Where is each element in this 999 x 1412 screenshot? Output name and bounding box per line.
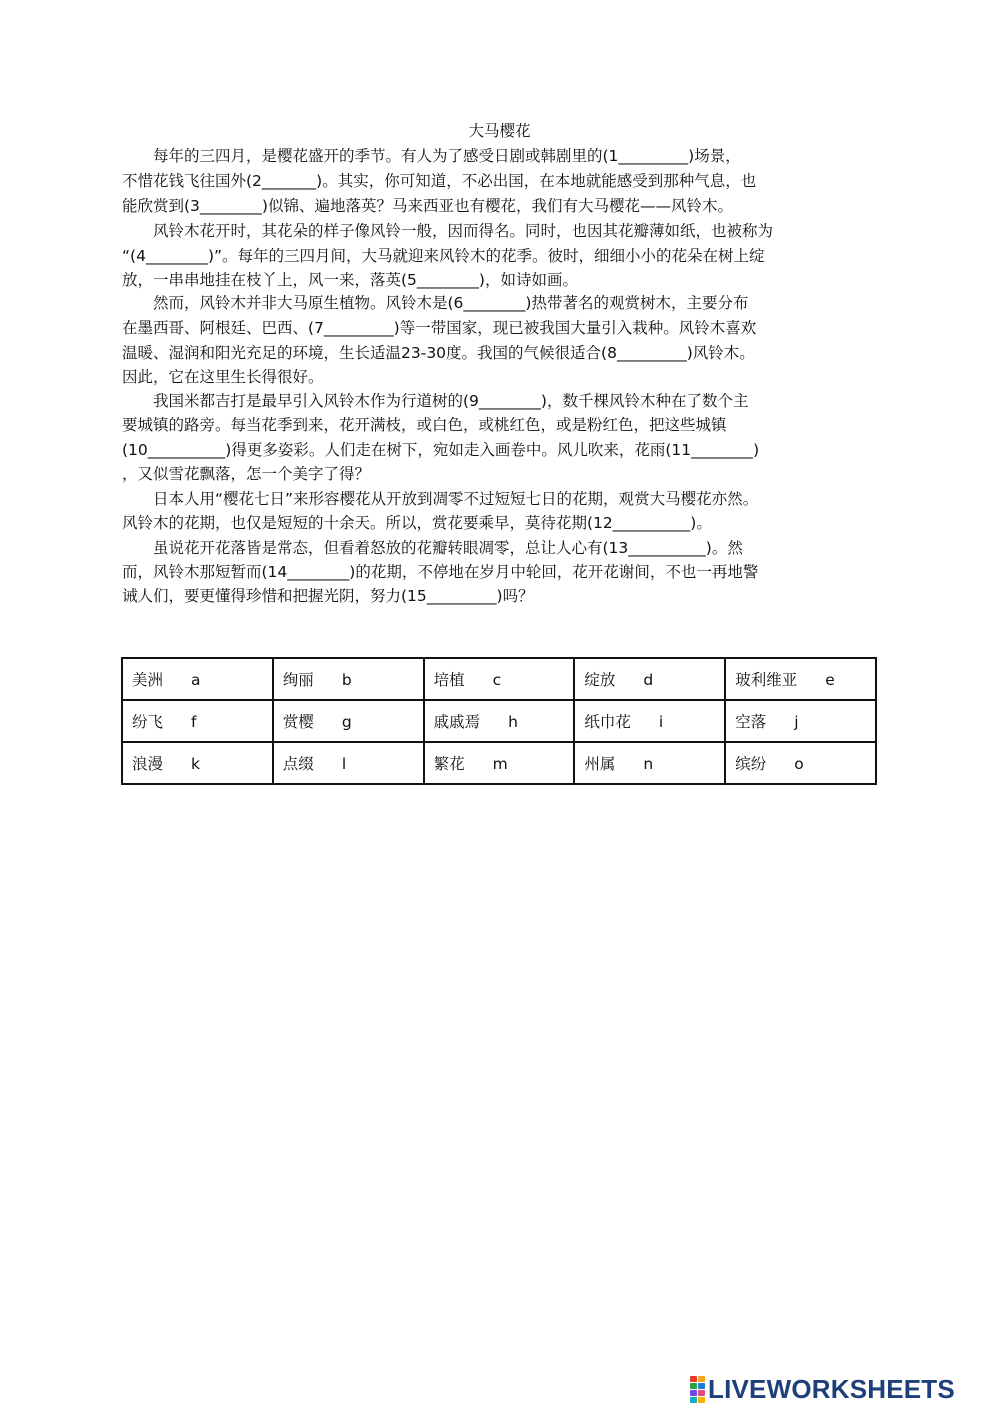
passage-line: 风铃木的花期，也仅是短短的十余天。所以，赏花要乘早，莫待花期(12__________)。 xyxy=(122,514,712,532)
passage-line: 在墨西哥、阿根廷、巴西、(7_________)等一带国家，现已被我国大量引入栽种。风铃木喜欢 xyxy=(122,319,757,337)
word-bank-cell xyxy=(725,742,876,784)
word-bank-cell xyxy=(273,658,424,700)
word-letter: i xyxy=(658,713,664,731)
passage-line: 风铃木花开时，其花朵的样子像风铃一般，因而得名。同时，也因其花瓣薄如纸，也被称为 xyxy=(122,222,774,240)
passage-line: 而，风铃木那短暂而(14________)的花期，不停地在岁月中轮回，花开花谢间，不也一再地警 xyxy=(122,563,759,581)
passage-line: 放，一串串地挂在枝丫上，风一来，落英(5________)，如诗如画。 xyxy=(122,271,578,289)
mark-block xyxy=(690,1376,697,1382)
passage-line: 我国米都吉打是最早引入风铃木作为行道树的(9________)，数千棵风铃木种在了数个主 xyxy=(122,392,749,410)
word-letter: e xyxy=(825,671,835,689)
word-letter: c xyxy=(492,671,502,689)
mark-block xyxy=(690,1397,697,1403)
word-bank-cell xyxy=(574,742,725,784)
word-bank-cell xyxy=(424,742,575,784)
passage-line: 然而，风铃木并非大马原生植物。风铃木是(6________)热带著名的观赏树木，主要分布 xyxy=(122,294,749,312)
word-bank-cell xyxy=(725,700,876,742)
word: 纸巾花 xyxy=(584,713,631,731)
passage-line: ，又似雪花飘落，怎一个美字了得？ xyxy=(122,465,371,483)
word-bank-cell xyxy=(122,700,273,742)
document-title: 大马樱花 xyxy=(468,122,531,140)
word-bank-row xyxy=(122,742,876,784)
word: 空落 xyxy=(735,713,767,731)
word: 玻利维亚 xyxy=(735,671,798,689)
word-bank-cell xyxy=(424,700,575,742)
word-bank-cell xyxy=(273,700,424,742)
mark-block xyxy=(698,1383,705,1389)
passage-line: 温暖、湿润和阳光充足的环境，生长适温23-30度。我国的气候很适合(8_________)风铃木。 xyxy=(122,344,755,362)
word-letter: h xyxy=(508,713,518,731)
word: 绽放 xyxy=(584,671,616,689)
passage-line: 因此，它在这里生长得很好。 xyxy=(122,368,324,386)
passage-line: 不惜花钱飞往国外(2_______)。其实，你可知道，不必出国，在本地就能感受到那种气息，也 xyxy=(122,172,757,190)
word-letter: j xyxy=(794,713,799,731)
mark-block xyxy=(698,1376,705,1382)
passage-line: 能欣赏到(3________)似锦、遍地落英？马来西亚也有樱花，我们有大马樱花——风铃木。 xyxy=(122,197,733,215)
passage-line: 诫人们，要更懂得珍惜和把握光阴，努力(15_________)吗？ xyxy=(122,587,534,605)
word-bank-cell xyxy=(273,742,424,784)
word-bank-cell xyxy=(574,700,725,742)
word: 绚丽 xyxy=(282,671,314,689)
word-letter: o xyxy=(794,755,804,773)
word-letter: f xyxy=(191,713,197,731)
word-letter: a xyxy=(191,671,201,689)
word-letter: k xyxy=(191,755,200,773)
passage-line: 日本人用“樱花七日”来形容樱花从开放到凋零不过短短七日的花期，观赏大马樱花亦然。 xyxy=(122,490,759,508)
word: 浪漫 xyxy=(132,755,164,773)
word-bank-cell xyxy=(424,658,575,700)
word-bank-row xyxy=(122,700,876,742)
word: 缤纷 xyxy=(735,755,767,773)
word-bank-table xyxy=(121,657,877,785)
word-letter: g xyxy=(341,713,352,731)
word: 繁花 xyxy=(433,755,465,773)
word-bank-row xyxy=(122,658,876,700)
word-bank-cell xyxy=(122,742,273,784)
word-letter: m xyxy=(492,755,508,773)
word: 培植 xyxy=(433,671,465,689)
word-bank-cell xyxy=(122,658,273,700)
word-bank-cell xyxy=(725,658,876,700)
passage-line: (10__________)得更多姿彩。人们走在树下，宛如走入画卷中。风儿吹来，花雨(11________) xyxy=(122,441,760,459)
word-letter: l xyxy=(341,755,347,773)
liveworksheets-mark-icon xyxy=(690,1376,704,1402)
passage-line: 要城镇的路旁。每当花季到来，花开满枝，或白色，或桃红色，或是粉红色，把这些城镇 xyxy=(122,416,727,434)
word: 点缀 xyxy=(282,755,314,773)
word: 赏樱 xyxy=(282,713,314,731)
liveworksheets-logo xyxy=(690,1374,955,1404)
mark-block xyxy=(698,1397,705,1403)
word: 戚戚焉 xyxy=(433,713,481,731)
logo-text: LIVEWORKSHEETS xyxy=(708,1373,955,1404)
word-letter: d xyxy=(643,671,654,689)
word-letter: b xyxy=(341,671,352,689)
word: 美洲 xyxy=(132,671,164,689)
passage-line: 虽说花开花落皆是常态，但看着怒放的花瓣转眼凋零，总让人心有(13__________)。然 xyxy=(122,539,743,557)
passage-line: 每年的三四月，是樱花盛开的季节。有人为了感受日剧或韩剧里的(1_________)场景， xyxy=(122,147,741,165)
mark-block xyxy=(690,1390,697,1396)
word: 州属 xyxy=(584,755,616,773)
word-bank-cell xyxy=(574,658,725,700)
passage-line: “(4________)”。每年的三四月间，大马就迎来风铃木的花季。彼时，细细小小的花朵在树上绽 xyxy=(122,247,765,265)
mark-block xyxy=(690,1383,697,1389)
word: 纷飞 xyxy=(132,713,164,731)
word-letter: n xyxy=(643,755,654,773)
mark-block xyxy=(698,1390,705,1396)
